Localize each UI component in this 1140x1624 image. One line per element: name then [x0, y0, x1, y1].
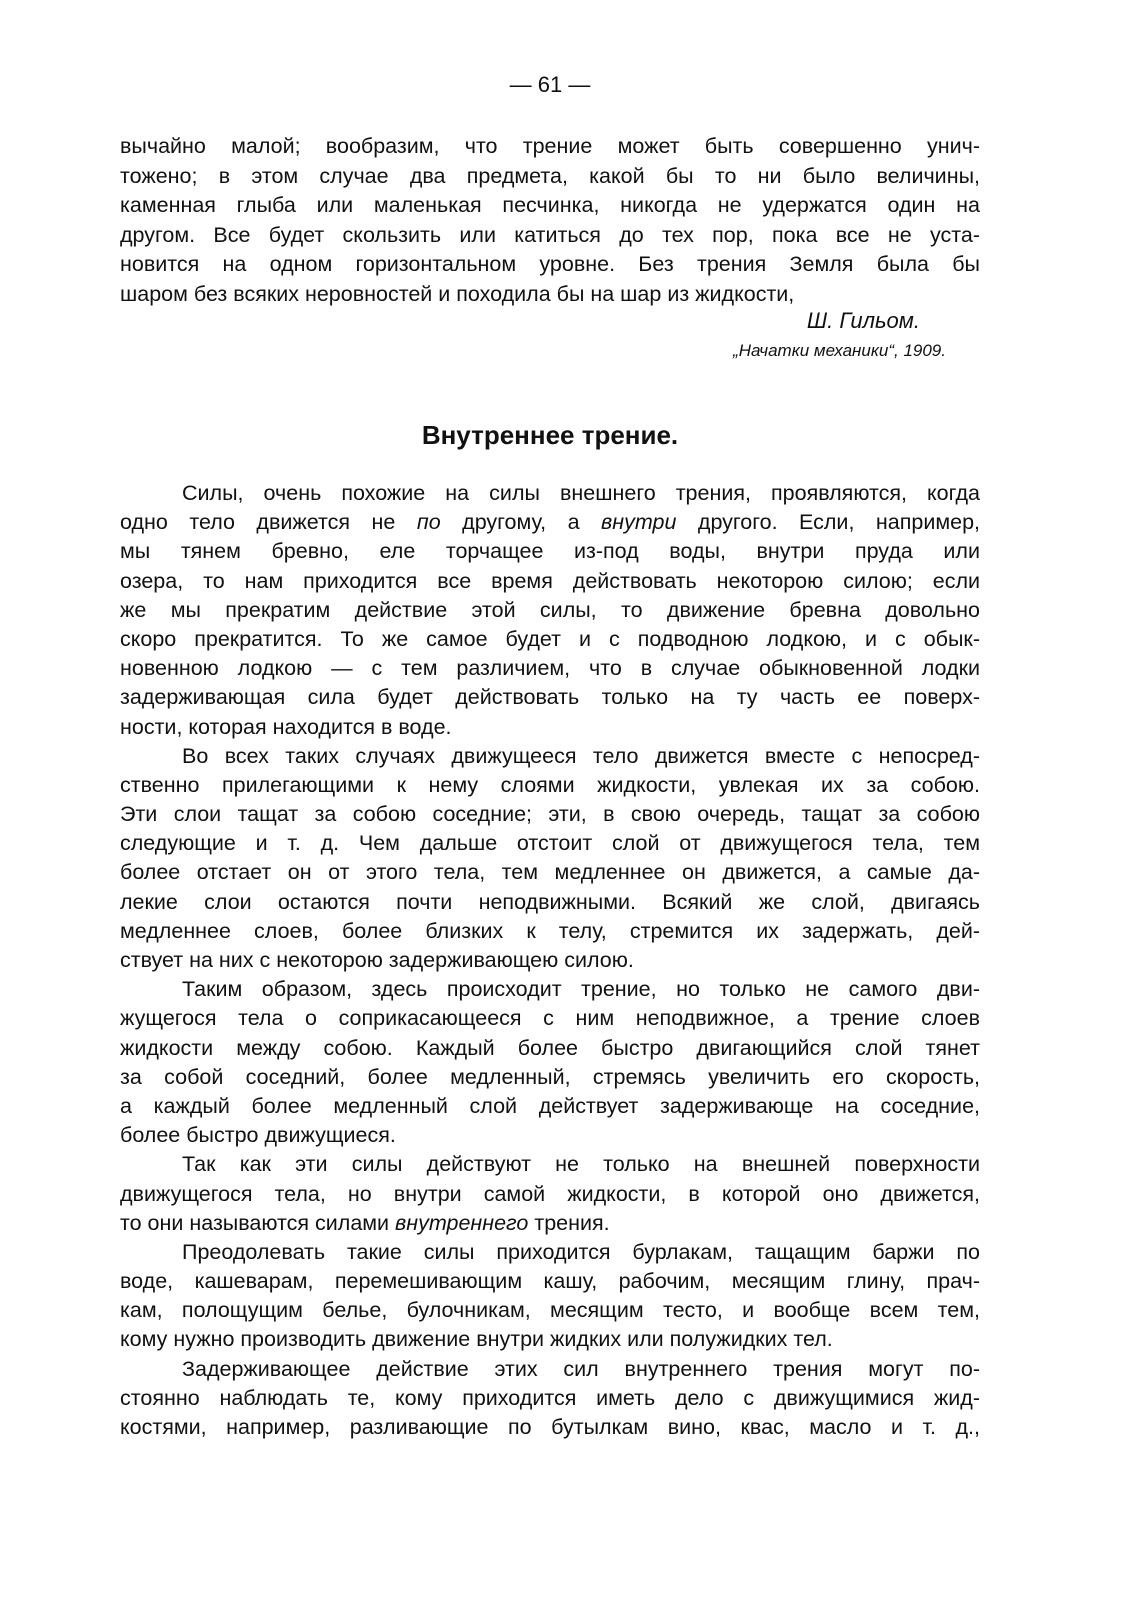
text-line: вычайно малой; вообразим, что трение может быть совершенно унич-: [120, 134, 980, 158]
text-line: а каждый более медленный слой действует задерживающе на соседние,: [120, 1093, 980, 1118]
text-line: более отстает он от этого тела, тем медленнее он движется, а самые да-: [120, 860, 980, 885]
page-number: — 61 —: [509, 72, 591, 97]
text-segment: другого. Если, например,: [676, 510, 981, 535]
quote-author: Ш. Гильом.: [806, 308, 920, 333]
text-line: медленнее слоев, более близких к телу, стремится их задержать, дей-: [120, 918, 980, 943]
text-line: Таким образом, здесь происходит трение, но только не самого дви-: [182, 977, 980, 1002]
text-line: кому нужно производить движение внутри жидких или полужидких тел.: [120, 1327, 833, 1352]
text-line: [120, 508, 980, 537]
quote-source: „Начатки механики“, 1909.: [733, 341, 946, 360]
text-segment: то они называются силами: [120, 1210, 396, 1235]
text-line: воде, кашеварам, перемешивающим кашу, рабочим, месящим глину, прач-: [120, 1269, 980, 1294]
text-line: другом. Все будет скользить или катиться до тех пор, пока все не уста-: [120, 222, 980, 247]
text-segment: другому, а: [440, 510, 602, 535]
text-segment: трения.: [528, 1210, 610, 1235]
text-line: Во всех таких случаях движущееся тело движется вместе с непосред-: [182, 743, 980, 768]
text-line: новенною лодкою — с тем различием, что в случае обыкновенной лодки: [120, 656, 980, 681]
text-segment: одно тело движется не: [120, 510, 417, 535]
text-line: жущегося тела о соприкасающееся с ним неподвижное, а трение слоев: [120, 1006, 980, 1031]
text-line: жидкости между собою. Каждый более быстро двигающийся слой тянет: [120, 1035, 980, 1060]
text-line: тожено; в этом случае два предмета, какой бы то ни было величины,: [120, 163, 980, 188]
paragraph: [120, 479, 980, 742]
text-line: мы тянем бревно, еле торчащее из-под воды, внутри пруда или: [120, 539, 980, 564]
text-line: же мы прекратим действие этой силы, то движение бревна довольно: [120, 597, 980, 622]
text-line: каменная глыба или маленькая песчинка, никогда не удержатся один на: [120, 193, 980, 217]
text-line: костями, например, разливающие по бутылкам вино, квас, масло и т. д.,: [120, 1415, 980, 1439]
section-title: Внутреннее трение.: [421, 420, 679, 450]
text-line: за собой соседний, более медленный, стремясь увеличить его скорость,: [120, 1064, 980, 1089]
text-line: Эти слои тащат за собою соседние; эти, в свою очередь, тащат за собою: [120, 802, 980, 827]
continued-paragraph: [120, 132, 980, 309]
text-line: ственно прилегающими к нему слоями жидкости, увлекая их за собою.: [120, 772, 980, 797]
text-line: движущегося тела, но внутри самой жидкости, в которой оно движется,: [120, 1181, 980, 1206]
emphasis-text: внутреннего: [395, 1210, 529, 1235]
paragraph: [120, 1355, 980, 1443]
text-line: озера, то нам приходится все время действовать некоторою силою; если: [120, 568, 980, 593]
paragraph: [120, 1238, 980, 1355]
text-line: скоро прекратится. То же самое будет и с подводною лодкою, и с обык-: [120, 626, 980, 651]
text-line: ности, которая находится в воде.: [120, 714, 452, 739]
emphasis-text: внутри: [601, 510, 677, 535]
text-line: Преодолевать такие силы приходится бурлакам, тащащим баржи по: [182, 1239, 980, 1264]
text-line: задерживающая сила будет действовать только на ту часть ее поверх-: [120, 685, 980, 710]
text-line: лекие слои остаются почти неподвижными. Всякий же слой, двигаясь: [120, 889, 980, 914]
paragraph: [120, 975, 980, 1150]
text-line: стоянно наблюдать те, кому приходится иметь дело с движущимися жид-: [120, 1385, 980, 1410]
paragraph: [120, 1150, 980, 1238]
text-line: ствует на них с некоторою задерживающею силою.: [120, 948, 634, 972]
text-line: Силы, очень похожие на силы внешнего трения, проявляются, когда: [182, 481, 980, 505]
text-line: следующие и т. д. Чем дальше отстоит слой от движущегося тела, тем: [120, 831, 980, 856]
text-line: новится на одном горизонтальном уровне. Без трения Земля была бы: [120, 252, 980, 276]
section-body: [120, 479, 980, 1442]
emphasis-text: по: [416, 510, 441, 535]
text-line: Так как эти силы действуют не только на внешней поверхности: [182, 1152, 980, 1177]
text-line: Задерживающее действие этих сил внутреннего трения могут по-: [182, 1356, 980, 1381]
paragraph: [120, 132, 980, 309]
text-line: более быстро движущиеся.: [120, 1123, 396, 1148]
text-line: [120, 1209, 980, 1238]
text-line: кам, полощущим белье, булочникам, месящим тесто, и вообще всем тем,: [120, 1298, 980, 1323]
paragraph: [120, 742, 980, 976]
text-line: шаром без всяких неровностей и походила бы на шар из жидкости,: [120, 281, 795, 306]
